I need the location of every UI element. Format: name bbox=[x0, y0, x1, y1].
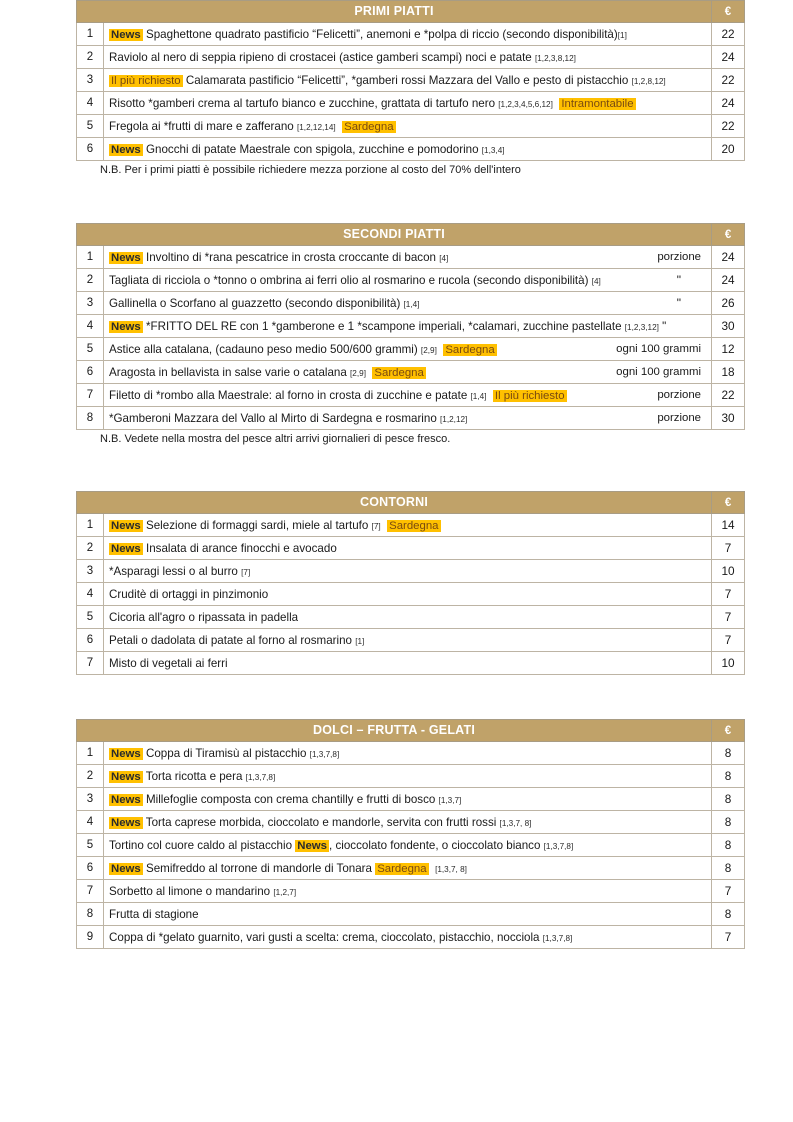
dish-name: Cicoria all'agro o ripassata in padella bbox=[109, 610, 299, 624]
row-price: 10 bbox=[712, 560, 745, 583]
row-price: 8 bbox=[712, 742, 745, 765]
row-description bbox=[104, 811, 712, 834]
row-index: 7 bbox=[77, 880, 104, 903]
row-description bbox=[104, 834, 712, 857]
badge-tag: Il più richiesto bbox=[494, 389, 565, 402]
table-row[interactable] bbox=[77, 384, 745, 407]
table-row[interactable] bbox=[77, 857, 745, 880]
dish-name: Misto di vegetali ai ferri bbox=[109, 656, 228, 670]
row-index: 5 bbox=[77, 338, 104, 361]
row-description bbox=[104, 115, 712, 138]
row-index: 3 bbox=[77, 560, 104, 583]
row-description bbox=[104, 292, 712, 315]
table-row[interactable] bbox=[77, 138, 745, 161]
row-price: 30 bbox=[712, 315, 745, 338]
section-gap bbox=[76, 176, 744, 223]
row-index: 5 bbox=[77, 834, 104, 857]
row-price: 8 bbox=[712, 834, 745, 857]
allergen-codes: [1] bbox=[355, 636, 365, 646]
row-index: 8 bbox=[77, 407, 104, 430]
portion-note: porzione bbox=[657, 412, 702, 424]
row-index: 1 bbox=[77, 514, 104, 537]
dish-name: Calamarata pastificio “Felicetti”, *gamberi rossi Mazzara del Vallo e pesto di pistacchio bbox=[182, 73, 632, 87]
row-description bbox=[104, 583, 712, 606]
table-row[interactable] bbox=[77, 652, 745, 675]
dish-name: Tagliata di ricciola o *tonno o ombrina ai ferri olio al rosmarino e rucola (secondo disponibilità) bbox=[109, 273, 592, 287]
menu-table bbox=[76, 0, 745, 161]
row-index: 3 bbox=[77, 292, 104, 315]
allergen-codes: [1,2,3,12] bbox=[624, 322, 659, 332]
row-description bbox=[104, 788, 712, 811]
row-index: 4 bbox=[77, 92, 104, 115]
badge-news: News bbox=[111, 320, 141, 333]
allergen-codes: [1,3,7,8] bbox=[309, 749, 340, 759]
badge-news: News bbox=[111, 143, 141, 156]
dish-name: *FRITTO DEL RE con 1 *gamberone e 1 *scampone imperiali, *calamari, zucchine pastellate bbox=[142, 319, 625, 333]
section-gap bbox=[76, 445, 744, 491]
row-description bbox=[104, 269, 712, 292]
badge-news: News bbox=[111, 770, 141, 783]
row-price: 26 bbox=[712, 292, 745, 315]
row-index: 3 bbox=[77, 69, 104, 92]
row-description bbox=[104, 361, 712, 384]
dish-name: Spaghettone quadrato pastificio “Felicetti”, anemoni e *polpa di riccio (secondo disponibilità) bbox=[142, 27, 618, 41]
row-price: 24 bbox=[712, 246, 745, 269]
menu-table bbox=[76, 491, 745, 675]
dish-name-cont: , cioccolato fondente, o cioccolato bianco bbox=[329, 838, 544, 852]
allergen-codes: [1,3,7,8] bbox=[542, 933, 573, 943]
row-price: 22 bbox=[712, 384, 745, 407]
section-note: N.B. Per i primi piatti è possibile richiedere mezza porzione al costo del 70% dell'intero bbox=[100, 164, 521, 176]
row-price: 22 bbox=[712, 69, 745, 92]
row-description bbox=[104, 880, 712, 903]
allergen-codes: [1] bbox=[617, 30, 627, 40]
row-description bbox=[104, 560, 712, 583]
table-row[interactable] bbox=[77, 560, 745, 583]
row-index: 6 bbox=[77, 629, 104, 652]
row-index: 1 bbox=[77, 23, 104, 46]
row-index: 6 bbox=[77, 361, 104, 384]
portion-note: porzione bbox=[657, 389, 702, 401]
allergen-codes: [2,9] bbox=[350, 368, 366, 378]
row-index: 1 bbox=[77, 742, 104, 765]
badge-tag: Sardegna bbox=[389, 519, 439, 532]
section-title: CONTORNI bbox=[77, 492, 712, 514]
dish-name: Torta ricotta e pera bbox=[142, 769, 246, 783]
dish-name: Semifreddo al torrone di mandorle di Tonara bbox=[142, 861, 376, 875]
row-price: 7 bbox=[712, 606, 745, 629]
row-description bbox=[104, 23, 712, 46]
table-row[interactable] bbox=[77, 338, 745, 361]
table-row[interactable] bbox=[77, 69, 745, 92]
table-row[interactable] bbox=[77, 361, 745, 384]
allergen-codes: [1,2,7] bbox=[273, 887, 297, 897]
allergen-codes: [1,3,7,8] bbox=[543, 841, 574, 851]
row-price: 14 bbox=[712, 514, 745, 537]
row-index: 2 bbox=[77, 537, 104, 560]
dish-name: Selezione di formaggi sardi, miele al tartufo bbox=[142, 518, 372, 532]
row-price: 7 bbox=[712, 537, 745, 560]
row-index: 3 bbox=[77, 788, 104, 811]
section-title: PRIMI PIATTI bbox=[77, 1, 712, 23]
table-row[interactable] bbox=[77, 606, 745, 629]
allergen-codes: [1,2,8,12] bbox=[631, 76, 666, 86]
badge-tag: Sardegna bbox=[445, 343, 495, 356]
table-row[interactable] bbox=[77, 115, 745, 138]
currency-header: € bbox=[712, 492, 745, 514]
allergen-codes: [4] bbox=[439, 253, 449, 263]
row-price: 22 bbox=[712, 23, 745, 46]
row-price: 7 bbox=[712, 583, 745, 606]
row-index: 2 bbox=[77, 765, 104, 788]
row-price: 8 bbox=[712, 765, 745, 788]
dish-name: Fregola ai *frutti di mare e zafferano bbox=[109, 119, 297, 133]
menu-page bbox=[76, 0, 744, 949]
row-index: 7 bbox=[77, 652, 104, 675]
dish-name: Raviolo al nero di seppia ripieno di crostacei (astice gamberi scampi) noci e patate bbox=[109, 50, 535, 64]
row-index: 2 bbox=[77, 46, 104, 69]
dish-name: Gallinella o Scorfano al guazzetto (secondo disponibilità) bbox=[109, 296, 404, 310]
menu-section bbox=[76, 223, 744, 445]
badge-news: News bbox=[111, 519, 141, 532]
badge-news: News bbox=[111, 28, 141, 41]
dish-name: Astice alla catalana, (cadauno peso medio 500/600 grammi) bbox=[109, 342, 421, 356]
section-title: DOLCI – FRUTTA - GELATI bbox=[77, 720, 712, 742]
dish-name: Aragosta in bellavista in salse varie o catalana bbox=[109, 365, 351, 379]
dish-name: Torta caprese morbida, cioccolato e mandorle, servita con frutti rossi bbox=[142, 815, 500, 829]
row-description bbox=[104, 903, 712, 926]
portion-note: ogni 100 grammi bbox=[616, 343, 702, 355]
table-row[interactable] bbox=[77, 903, 745, 926]
dish-name: Millefoglie composta con crema chantilly e frutti di bosco bbox=[142, 792, 439, 806]
row-price: 30 bbox=[712, 407, 745, 430]
table-row[interactable] bbox=[77, 246, 745, 269]
allergen-codes: [1,3,4] bbox=[481, 145, 505, 155]
badge-news: News bbox=[111, 747, 141, 760]
dish-name: Coppa di *gelato guarnito, vari gusti a scelta: crema, cioccolato, pistacchio, nocciola bbox=[109, 930, 543, 944]
row-index: 8 bbox=[77, 903, 104, 926]
allergen-codes: [1,4] bbox=[403, 299, 420, 309]
allergen-codes: [1,2,12,14] bbox=[296, 122, 336, 132]
row-price: 22 bbox=[712, 115, 745, 138]
portion-note: porzione bbox=[657, 251, 702, 263]
section-gap bbox=[76, 675, 744, 719]
table-row[interactable] bbox=[77, 880, 745, 903]
row-index: 6 bbox=[77, 857, 104, 880]
row-description bbox=[104, 338, 712, 361]
row-description bbox=[104, 246, 712, 269]
table-row[interactable] bbox=[77, 811, 745, 834]
dish-name: Involtino di *rana pescatrice in crosta croccante di bacon bbox=[142, 250, 440, 264]
row-description bbox=[104, 537, 712, 560]
row-price: 18 bbox=[712, 361, 745, 384]
row-price: 24 bbox=[712, 46, 745, 69]
row-price: 20 bbox=[712, 138, 745, 161]
dish-name: Sorbetto al limone o mandarino bbox=[109, 884, 274, 898]
row-description bbox=[104, 606, 712, 629]
badge-news: News bbox=[111, 816, 141, 829]
badge-news: News bbox=[111, 542, 141, 555]
row-index: 2 bbox=[77, 269, 104, 292]
menu-table bbox=[76, 223, 745, 430]
badge-news: News bbox=[111, 793, 141, 806]
portion-note: " bbox=[676, 296, 682, 310]
dish-name: Petali o dadolata di patate al forno al rosmarino bbox=[109, 633, 356, 647]
dish-name: Gnocchi di patate Maestrale con spigola, zucchine e pomodorino bbox=[142, 142, 482, 156]
row-index: 6 bbox=[77, 138, 104, 161]
row-description bbox=[104, 742, 712, 765]
menu-section bbox=[76, 491, 744, 675]
badge-news: News bbox=[111, 251, 141, 264]
allergen-codes: [2,9] bbox=[420, 345, 437, 355]
row-price: 8 bbox=[712, 788, 745, 811]
row-description bbox=[104, 857, 712, 880]
table-row[interactable] bbox=[77, 537, 745, 560]
row-description bbox=[104, 69, 712, 92]
portion-note: ogni 100 grammi bbox=[616, 366, 702, 378]
portion-note: " bbox=[658, 319, 667, 333]
row-index: 4 bbox=[77, 583, 104, 606]
row-description bbox=[104, 765, 712, 788]
badge-tag: Sardegna bbox=[377, 862, 427, 875]
row-price: 7 bbox=[712, 629, 745, 652]
row-description bbox=[104, 384, 712, 407]
table-row[interactable] bbox=[77, 269, 745, 292]
row-description bbox=[104, 407, 712, 430]
badge-news: News bbox=[111, 862, 141, 875]
row-description bbox=[104, 46, 712, 69]
table-row[interactable] bbox=[77, 765, 745, 788]
row-description bbox=[104, 315, 712, 338]
dish-name: Tortino col cuore caldo al pistacchio bbox=[109, 838, 296, 852]
section-title: SECONDI PIATTI bbox=[77, 224, 712, 246]
dish-name: *Asparagi lessi o al burro bbox=[109, 564, 242, 578]
row-price: 12 bbox=[712, 338, 745, 361]
table-row[interactable] bbox=[77, 315, 745, 338]
row-price: 7 bbox=[712, 926, 745, 949]
dish-name: Cruditè di ortaggi in pinzimonio bbox=[109, 587, 269, 601]
row-index: 5 bbox=[77, 115, 104, 138]
allergen-codes: [1,4] bbox=[470, 391, 487, 401]
table-row[interactable] bbox=[77, 23, 745, 46]
badge-tag: Sardegna bbox=[344, 120, 394, 133]
row-description bbox=[104, 138, 712, 161]
menu-section bbox=[76, 0, 744, 176]
dish-name: Filetto di *rombo alla Maestrale: al forno in crosta di zucchine e patate bbox=[109, 388, 471, 402]
row-price: 8 bbox=[712, 811, 745, 834]
table-row[interactable] bbox=[77, 46, 745, 69]
currency-header: € bbox=[712, 224, 745, 246]
allergen-codes: [1,3,7] bbox=[438, 795, 462, 805]
dish-name: Risotto *gamberi crema al tartufo bianco e zucchine, grattata di tartufo nero bbox=[109, 96, 499, 110]
row-price: 24 bbox=[712, 269, 745, 292]
row-index: 9 bbox=[77, 926, 104, 949]
badge-tag: Intramontabile bbox=[561, 97, 634, 110]
portion-note: " bbox=[676, 273, 682, 287]
menu-table bbox=[76, 719, 745, 949]
row-description bbox=[104, 629, 712, 652]
currency-header: € bbox=[712, 1, 745, 23]
section-note: N.B. Vedete nella mostra del pesce altri arrivi giornalieri di pesce fresco. bbox=[100, 433, 451, 445]
table-row[interactable] bbox=[77, 407, 745, 430]
dish-name: Coppa di Tiramisù al pistacchio bbox=[142, 746, 310, 760]
badge-news: News bbox=[297, 839, 328, 852]
row-index: 5 bbox=[77, 606, 104, 629]
table-row[interactable] bbox=[77, 742, 745, 765]
badge-tag: Sardegna bbox=[374, 366, 424, 379]
row-index: 1 bbox=[77, 246, 104, 269]
table-row[interactable] bbox=[77, 514, 745, 537]
table-row[interactable] bbox=[77, 292, 745, 315]
table-row[interactable] bbox=[77, 834, 745, 857]
row-description bbox=[104, 514, 712, 537]
menu-sections bbox=[76, 0, 744, 949]
row-description bbox=[104, 926, 712, 949]
allergen-codes: [1,3,7,8] bbox=[245, 772, 276, 782]
row-price: 10 bbox=[712, 652, 745, 675]
row-price: 24 bbox=[712, 92, 745, 115]
table-row[interactable] bbox=[77, 629, 745, 652]
table-row[interactable] bbox=[77, 926, 745, 949]
allergen-codes: [7] bbox=[241, 567, 251, 577]
allergen-codes: [1,3,7, 8] bbox=[435, 864, 467, 874]
allergen-codes: [1,2,12] bbox=[440, 414, 468, 424]
dish-name: Frutta di stagione bbox=[109, 907, 199, 921]
menu-section bbox=[76, 719, 744, 949]
row-price: 8 bbox=[712, 903, 745, 926]
dish-name: *Gamberoni Mazzara del Vallo al Mirto di Sardegna e rosmarino bbox=[109, 411, 441, 425]
row-index: 4 bbox=[77, 315, 104, 338]
badge-spacer bbox=[486, 389, 492, 402]
dish-name: Insalata di arance finocchi e avocado bbox=[142, 541, 337, 555]
row-price: 8 bbox=[712, 857, 745, 880]
table-row[interactable] bbox=[77, 92, 745, 115]
currency-header: € bbox=[712, 720, 745, 742]
table-row[interactable] bbox=[77, 788, 745, 811]
allergen-codes: [4] bbox=[591, 276, 601, 286]
row-index: 4 bbox=[77, 811, 104, 834]
row-index: 7 bbox=[77, 384, 104, 407]
badge-tag: Il più richiesto bbox=[111, 74, 181, 87]
allergen-codes: [1,3,7, 8] bbox=[499, 818, 532, 828]
allergen-codes: [1,2,3,4,5,6,12] bbox=[498, 99, 553, 109]
table-row[interactable] bbox=[77, 583, 745, 606]
row-price: 7 bbox=[712, 880, 745, 903]
row-description bbox=[104, 652, 712, 675]
allergen-codes: [7] bbox=[371, 521, 381, 531]
row-description bbox=[104, 92, 712, 115]
allergen-codes: [1,2,3,8,12] bbox=[534, 53, 576, 63]
